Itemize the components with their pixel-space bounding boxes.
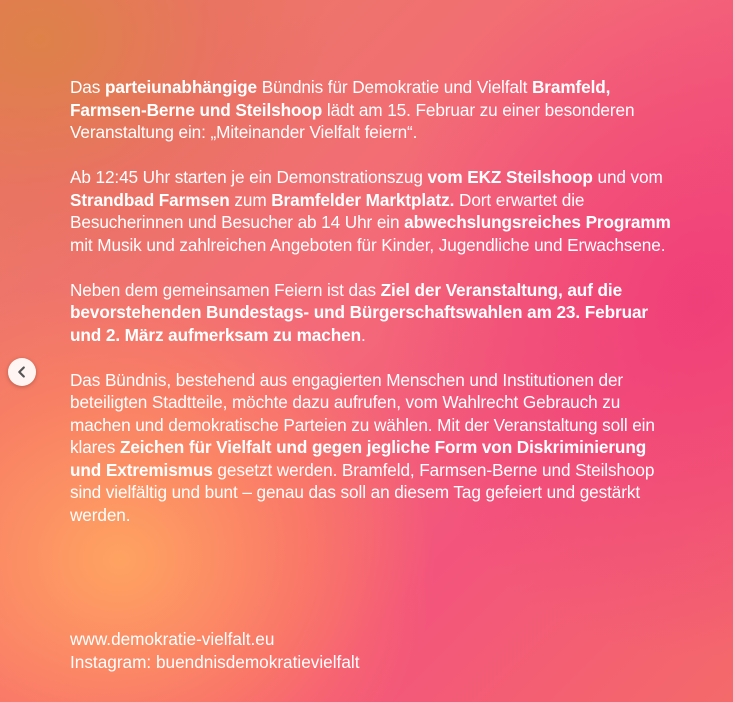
website-link: www.demokratie-vielfalt.eu	[70, 629, 275, 649]
chevron-left-icon	[15, 365, 29, 379]
instagram-handle: Instagram: buendnisdemokratievielfalt	[70, 651, 360, 672]
emphasis-text: Zeichen für Vielfalt und gegen jegliche Form von Diskriminierung und Extremismus	[70, 437, 647, 480]
paragraph-call-to-vote: Das Bündnis, bestehend aus engagierten Menschen und Institutionen der beteiligten Stadtteile, möchte dazu aufrufen, vom Wahlrecht Gebrauch zu machen und demokratische Parteien zu wählen. Mit der Veranstaltung soll ein klares Zeichen für Vielfalt und gegen jegliche Form von Diskriminierung und Extremismus gesetzt werden. Bramfeld, Farmsen-Berne und Steilshoop sind vielfältig und bunt – genau das soll an diesem Tag gefeiert und gestärkt werden.	[70, 369, 655, 525]
emphasis-text: abwechslungsreiches Programm	[404, 212, 671, 232]
paragraph-goal: Neben dem gemeinsamen Feiern ist das Ziel der Veranstaltung, auf die bevorstehenden Bundestags- und Bürgerschaftswahlen am 23. Februar und 2. März aufmerksam zu machen.	[70, 279, 649, 345]
emphasis-text: vom EKZ Steilshoop	[427, 167, 593, 187]
paragraph-intro: Das parteiunabhängige Bündnis für Demokratie und Vielfalt Bramfeld, Farmsen-Berne und Steilshoop lädt am 15. Februar zu einer besonderen Veranstaltung ein: „Miteinander Vielfalt feiern“.	[70, 77, 635, 142]
paragraph-program: Ab 12:45 Uhr starten je ein Demonstrationszug vom EKZ Steilshoop und vom Strandbad Farmsen zum Bramfelder Marktplatz. Dort erwartet die Besucherinnen und Besucher ab 14 Uhr ein abwechslungsreiches Programm mit Musik und zahlreichen Angeboten für Kinder, Jugendliche und Erwachsene.	[70, 167, 671, 255]
emphasis-text: Bramfelder Marktplatz.	[271, 189, 455, 210]
emphasis-text: Bramfeld, Farmsen-Berne und Steilshoop	[70, 77, 611, 120]
emphasis-text: Ziel der Veranstaltung, auf die bevorstehenden Bundestags- und Bürgerschaftswahlen am 23. Februar und 2. März aufmerksam zu machen	[70, 279, 649, 345]
post-footer	[70, 628, 359, 673]
emphasis-text: Strandbad Farmsen	[70, 189, 230, 210]
emphasis-text: parteiunabhängige	[104, 77, 258, 97]
carousel-prev-button[interactable]	[8, 358, 36, 386]
post-text	[70, 76, 680, 549]
